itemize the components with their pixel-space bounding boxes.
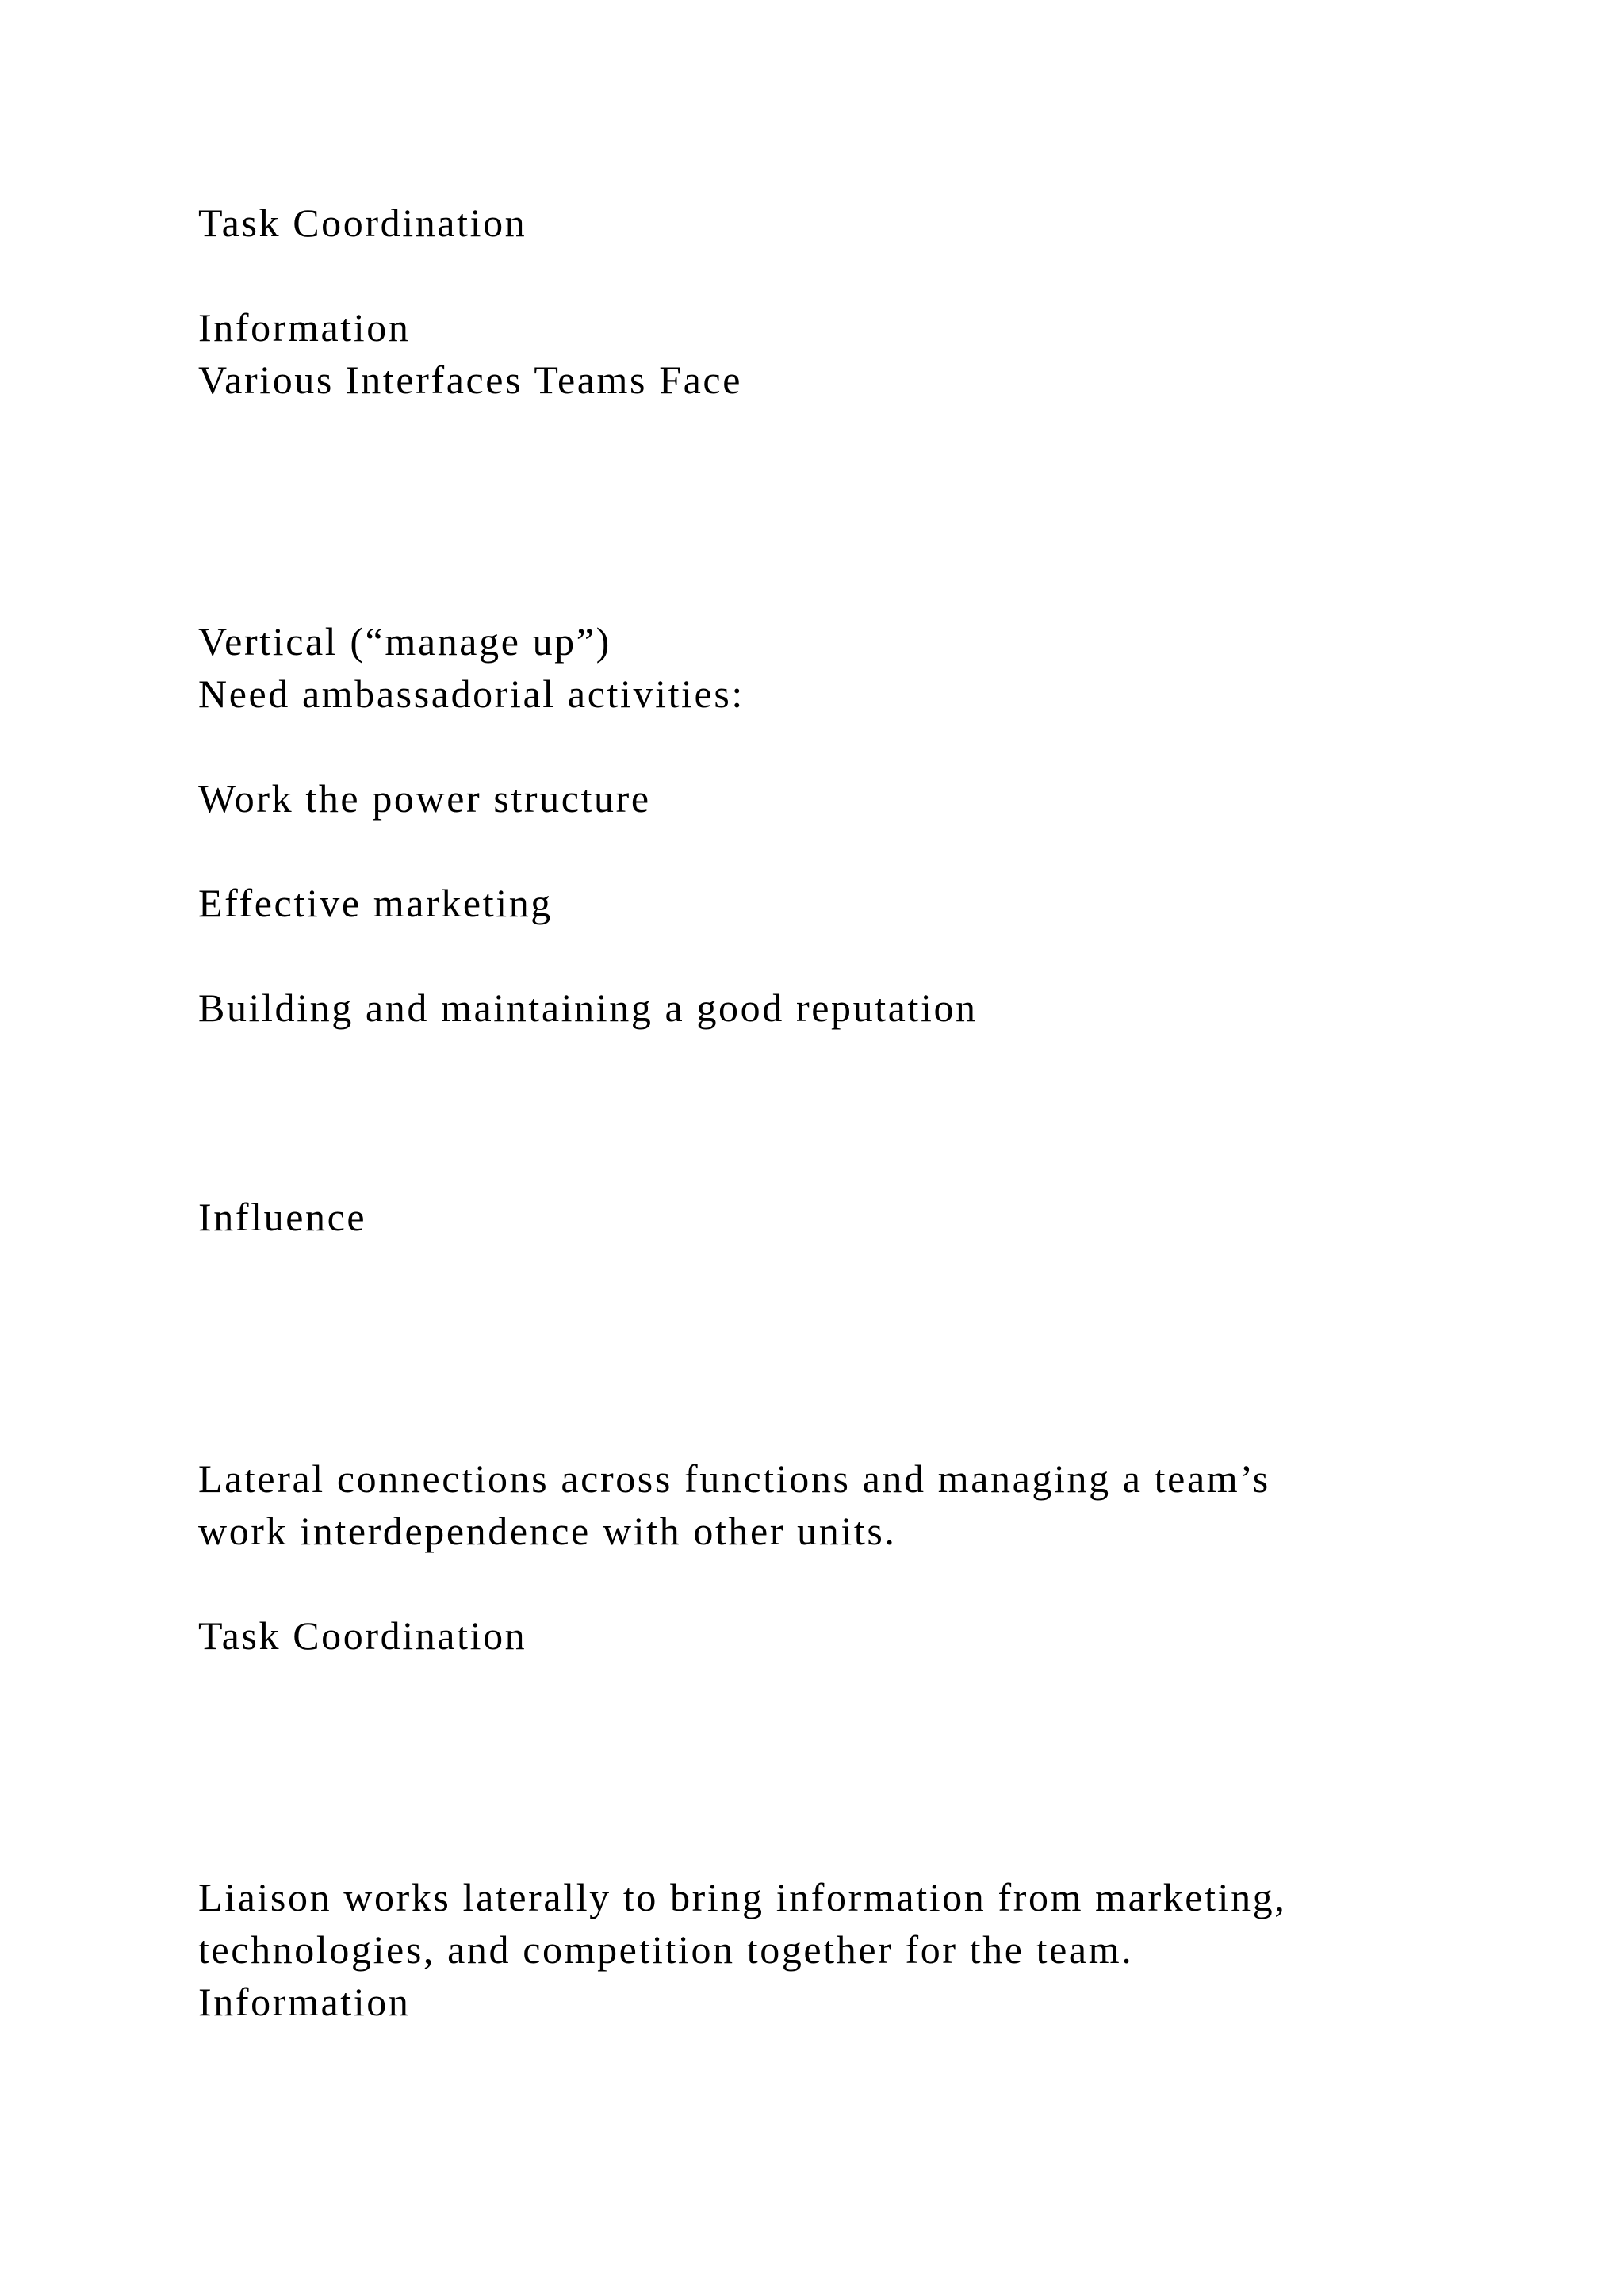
text-line-task-coordination: Task Coordination: [198, 201, 527, 245]
text-line-reputation: Building and maintaining a good reputation: [198, 985, 978, 1030]
text-line-work-interdependence: work interdependence with other units.: [198, 1509, 897, 1553]
text-line-liaison: Liaison works laterally to bring information from marketing,: [198, 1875, 1287, 1919]
text-line-influence: Influence: [198, 1195, 367, 1239]
heading-various-interfaces: Various Interfaces Teams Face: [198, 358, 742, 402]
text-line-information: Information: [198, 305, 411, 350]
text-line-task-coordination-2: Task Coordination: [198, 1613, 527, 1658]
text-line-information-2: Information: [198, 1980, 411, 2024]
text-line-ambassadorial: Need ambassadorial activities:: [198, 672, 745, 716]
text-line-vertical: Vertical (“manage up”): [198, 619, 611, 664]
text-line-technologies: technologies, and competition together for the team.: [198, 1927, 1134, 1972]
text-line-lateral-connections: Lateral connections across functions and managing a team’s: [198, 1456, 1270, 1501]
text-line-effective-marketing: Effective marketing: [198, 881, 553, 925]
text-line-power-structure: Work the power structure: [198, 776, 651, 821]
